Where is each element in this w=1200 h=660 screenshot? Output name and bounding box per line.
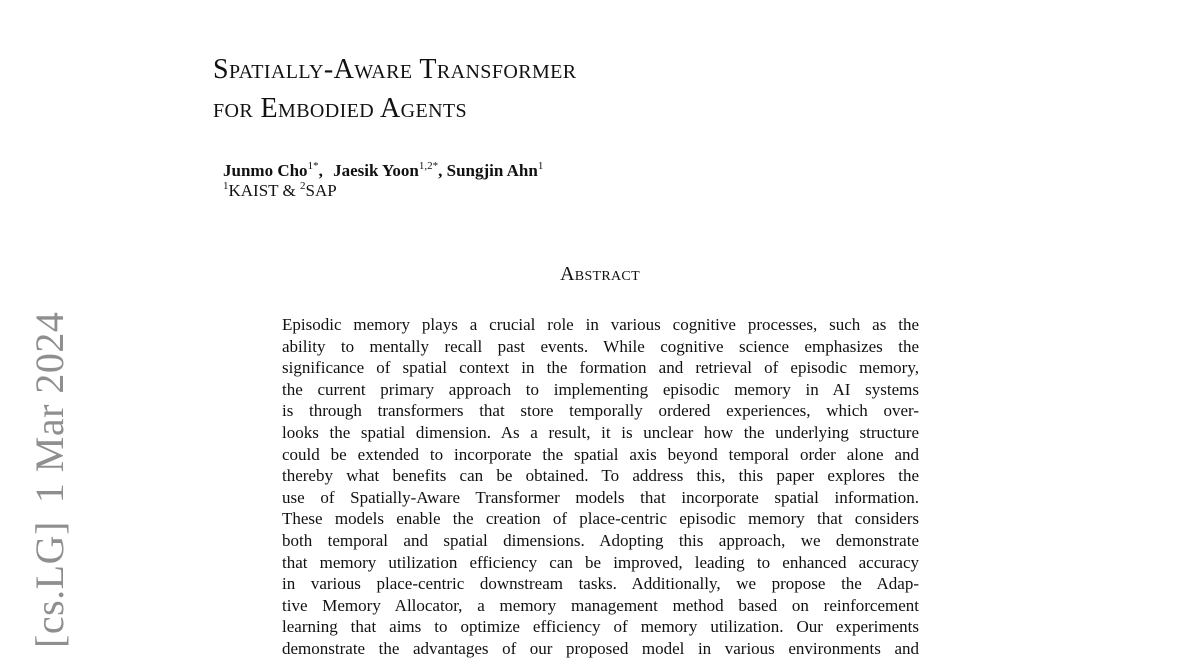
abstract-heading: Abstract xyxy=(560,263,640,285)
title-line-2: for Embodied Agents xyxy=(213,93,468,124)
arxiv-category: [cs.LG] xyxy=(27,521,72,648)
abstract-body xyxy=(282,314,919,660)
abstract-line: Episodic memory plays a crucial role in various cognitive processes, such as the xyxy=(282,315,919,334)
author-block xyxy=(223,161,543,201)
affiliation-2-mark: 2 xyxy=(299,180,306,192)
author-1-name: Junmo Cho xyxy=(223,161,308,180)
abstract-line: significance of spatial context in the formation and retrieval of episodic memory, xyxy=(282,358,919,378)
author-3-affiliation-mark: 1 xyxy=(537,160,544,172)
title-line-1: Spatially-Aware Transformer xyxy=(213,54,577,85)
arxiv-sidebar-stamp xyxy=(26,312,74,648)
author-names: Junmo Cho$^{1*}$, Jaesik Yoon$^{1,2*}$, Sungjin Ahn$^1$ xyxy=(223,160,544,180)
abstract-line: ability to mentally recall past events. While cognitive science emphasizes the xyxy=(282,336,919,356)
abstract-line: is through transformers that store temporally ordered experiences, which over- xyxy=(282,401,919,421)
abstract-line: learning that aims to optimize efficiency of memory utilization. Our experiments xyxy=(282,617,919,637)
abstract-line: demonstrate the advantages of our proposed model in various environments and xyxy=(282,638,919,658)
affiliation-1-mark: 1 xyxy=(223,180,229,192)
affiliations xyxy=(223,181,543,201)
abstract-line: thereby what benefits can be obtained. To address this, this paper explores the xyxy=(282,466,919,486)
abstract-line: both temporal and spatial dimensions. Adopting this approach, we demonstrate xyxy=(282,530,919,550)
abstract-line: that memory utilization efficiency can be improved, leading to enhanced accuracy xyxy=(282,552,919,572)
affiliation-2: SAP xyxy=(305,181,337,200)
abstract-line: use of Spatially-Aware Transformer models that incorporate spatial information. xyxy=(282,487,919,507)
paper-title xyxy=(213,50,576,128)
author-3-name: Sungjin Ahn xyxy=(446,161,538,180)
author-1-affiliation-mark: 1* xyxy=(307,160,319,172)
abstract-line: could be extended to incorporate the spatial axis beyond temporal order alone and xyxy=(282,444,919,464)
author-2-affiliation-mark: 1,2* xyxy=(418,160,439,172)
abstract-line: tive Memory Allocator, a memory management method based on reinforcement xyxy=(282,595,919,615)
abstract-line: the current primary approach to implementing episodic memory in AI systems xyxy=(282,379,919,399)
arxiv-date: 1 Mar 2024 xyxy=(27,311,72,504)
abstract-line: These models enable the creation of place-centric episodic memory that considers xyxy=(282,509,919,529)
author-2-name: Jaesik Yoon xyxy=(333,161,419,180)
affiliation-1: KAIST & xyxy=(228,181,300,200)
abstract-line: in various place-centric downstream tasks. Additionally, we propose the Adap- xyxy=(282,574,919,594)
abstract-line: looks the spatial dimension. As a result, it is unclear how the underlying structure xyxy=(282,422,919,442)
